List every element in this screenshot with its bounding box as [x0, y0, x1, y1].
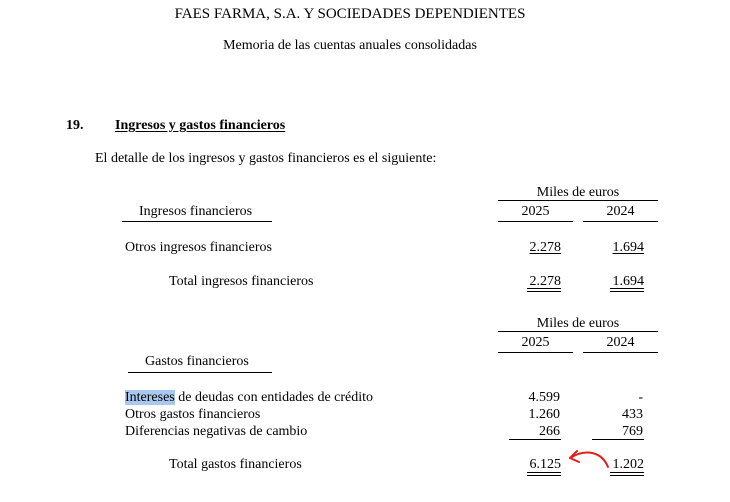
units-rule	[498, 331, 658, 332]
document-subtitle: Memoria de las cuentas anuales consolidadas	[223, 38, 477, 53]
row-label: Otros ingresos financieros	[125, 240, 272, 255]
gastos-units-label: Miles de euros	[536, 316, 620, 331]
units-rule	[498, 200, 658, 201]
row-label: Diferencias negativas de cambio	[125, 424, 308, 439]
ingresos-year-2025: 2025	[521, 204, 550, 219]
section-intro: El detalle de los ingresos y gastos financieros es el siguiente:	[95, 151, 437, 166]
year-underline	[498, 221, 573, 222]
section-number: 19.	[66, 118, 84, 133]
gastos-heading: Gastos financieros	[145, 354, 249, 369]
gastos-year-2024: 2024	[606, 335, 635, 350]
ingresos-units-label: Miles de euros	[536, 185, 620, 200]
subtotal-rule	[592, 439, 644, 440]
value-2024: 433	[622, 407, 643, 422]
ingresos-year-2024: 2024	[606, 204, 635, 219]
total-2024: 1.202	[612, 457, 644, 472]
value-2025: 266	[539, 424, 560, 439]
value-2025: 4.599	[528, 390, 560, 405]
ingresos-heading: Ingresos financieros	[139, 204, 253, 219]
value-2025: 2.278	[529, 240, 561, 255]
heading-underline	[128, 372, 272, 373]
double-underline	[527, 472, 561, 476]
handwritten-arrow-icon	[562, 446, 614, 472]
highlighted-word: Intereses	[125, 390, 175, 405]
total-2024: 1.694	[612, 274, 644, 289]
subtotal-rule	[509, 439, 561, 440]
total-label: Total ingresos financieros	[169, 274, 314, 289]
row-label: Otros gastos financieros	[125, 407, 261, 422]
year-underline	[498, 352, 573, 353]
heading-underline	[122, 221, 272, 222]
company-header: FAES FARMA, S.A. Y SOCIEDADES DEPENDIENTES	[174, 6, 526, 22]
value-2025: 1.260	[528, 407, 560, 422]
year-underline	[583, 352, 658, 353]
section-title: Ingresos y gastos financieros	[115, 118, 286, 133]
double-underline	[527, 288, 561, 292]
value-2024: 1.694	[612, 240, 644, 255]
double-underline	[610, 288, 644, 292]
total-2025: 6.125	[529, 457, 561, 472]
row-label: Intereses de deudas con entidades de crédito	[125, 390, 374, 405]
total-label: Total gastos financieros	[169, 457, 302, 472]
value-2024: 769	[622, 424, 643, 439]
total-2025: 2.278	[529, 274, 561, 289]
gastos-year-2025: 2025	[521, 335, 550, 350]
value-2024: -	[638, 390, 643, 405]
double-underline	[610, 472, 644, 476]
year-underline	[583, 221, 658, 222]
